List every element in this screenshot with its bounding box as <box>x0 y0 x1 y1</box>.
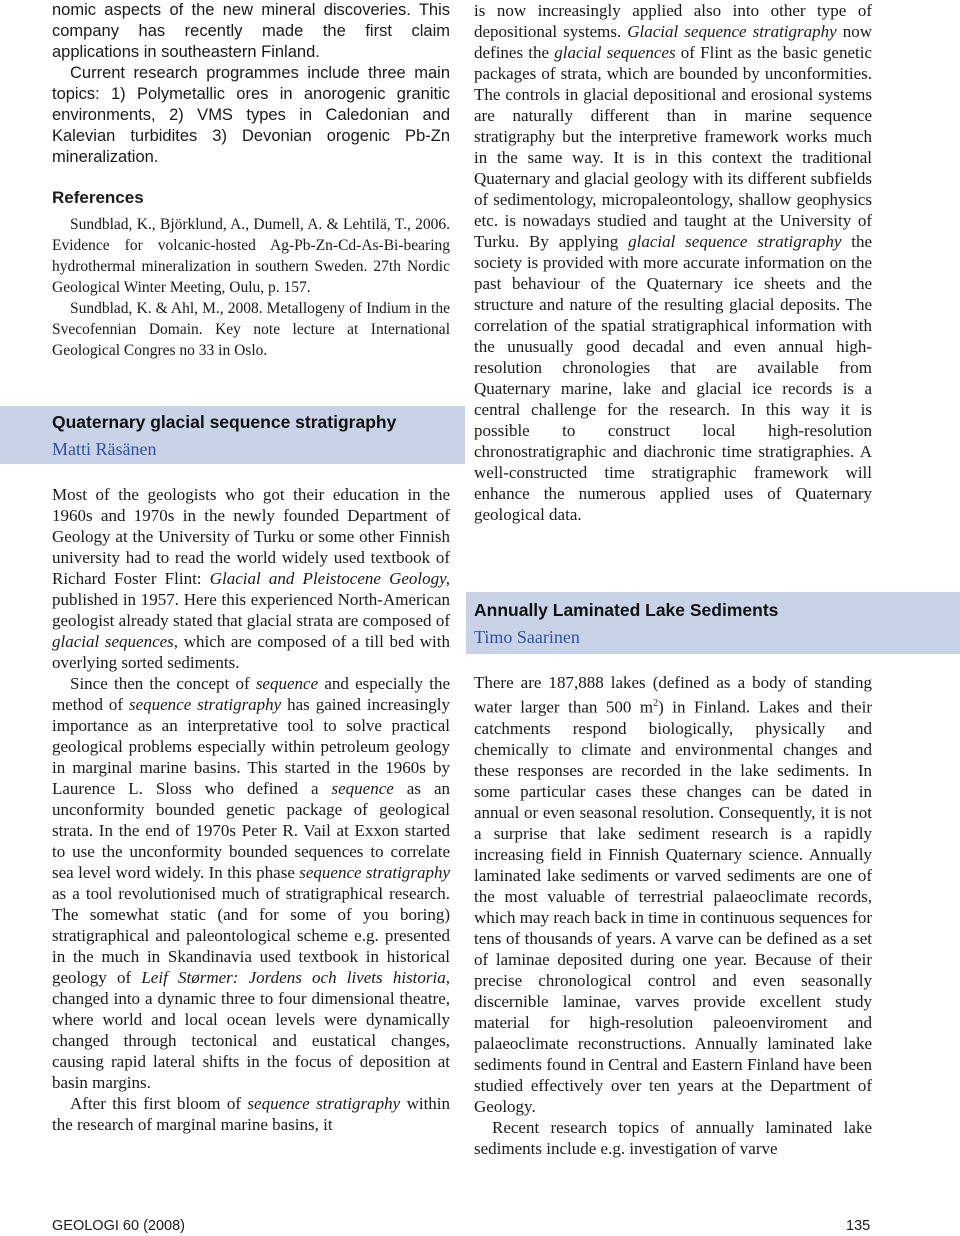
quaternary-header <box>52 412 452 460</box>
reference-item: Sundblad, K., Björklund, A., Dumell, A. & Lehtilä, T., 2006. Evidence for volcanic-hosted Ag-Pb-Zn-Cd-As-Bi-bearing hydrothermal mineralization in southern Sweden. 27th Nordic Geological Winter Meeting, Oulu, p. 157. <box>52 216 450 296</box>
reference-item: Sundblad, K. & Ahl, M., 2008. Metallogeny of Indium in the Svecofennian Domain. Key note lecture at International Geological Congres no 33 in Oslo. <box>52 300 450 359</box>
laminated-body <box>474 672 872 1159</box>
page-number: 135 <box>846 1218 871 1234</box>
references-list <box>52 214 450 361</box>
laminated-header <box>474 600 874 648</box>
quaternary-body <box>52 484 450 1135</box>
section-author: Timo Saarinen <box>474 627 580 647</box>
body-paragraph: Since then the concept of sequence and especially the method of sequence stratigraphy has gained increasingly importance as an interpretative tool to solve practical geological problems especially within petroleum geology in marginal marine basins. This started in the 1960s by Laurence L. Sloss who defined a sequence as an unconformity bounded genetic package of geological strata. In the end of 1970s Peter R. Vail at Exxon started to use the unconformity bounded sequences to correlate sea level word widely. In this phase sequence stratigraphy as a tool revolutionised much of stratigraphical research. The somewhat static (and for some of you boring) stratigraphical and paleontological scheme e.g. presented in the much in Skandinavia used textbook in historical geology of Leif Størmer: Jordens och livets historia, changed into a dynamic three to four dimensional theatre, where world and local ocean levels were dynamically changed through tectonical and eustatical changes, causing rapid lateral shifts in the focus of deposition at basin margins. <box>52 674 451 1092</box>
body-paragraph: After this first bloom of sequence stratigraphy within the research of marginal marine basins, it <box>52 1094 451 1134</box>
section-title: Annually Laminated Lake Sediments <box>474 600 779 620</box>
body-paragraph: is now increasingly applied also into other type of depositional systems. Glacial sequence stratigraphy now defines the glacial sequences of Flint as the basic genetic packages of strata, which are bounded by unconformities. The controls in glacial depositional and erosional systems are naturally different than in marine sequence stratigraphy but the interpretive framework works much in the same way. It is in this context the traditional Quaternary and glacial geology with its different subfields of sedimentology, micropaleontology, shallow geophysics etc. is nowadays studied and taught at the University of Turku. By applying glacial sequence stratigraphy the society is provided with more accurate information on the past behaviour of the Quaternary ice sheets and the structure and nature of the resulting glacial deposits. The correlation of the spatial stratigraphical information with the unusually good decadal and even annual high-resolution chronologies that are available from Quaternary marine, lake and glacial ice records is a central challenge for the research. In this way it is possible to construct local high-resolution chronostratigraphic and diachronic time stratigraphies. A well-constructed time stratigraphic framework will enhance the numerous applied uses of Quaternary geological data. <box>474 1 872 524</box>
body-paragraph: Recent research topics of annually laminated lake sediments include e.g. investigation of varve <box>474 1117 872 1158</box>
section-title: Quaternary glacial sequence stratigraphy <box>52 412 397 432</box>
intro-block <box>52 0 450 168</box>
references-heading: References <box>52 188 144 207</box>
journal-footer: GEOLOGI 60 (2008) <box>52 1218 185 1234</box>
intro-paragraph-1: nomic aspects of the new mineral discoveries. This company has recently made the first claim applications in southeastern Finland. <box>52 1 450 61</box>
left-column <box>52 0 450 361</box>
body-paragraph: There are 187,888 lakes (defined as a body of standing water larger than 500 $m^2$) in Finland. Lakes and their catchments respond biologically, physically and chemically to climate and environmental changes and these responses are recorded in the lake sediments. In some particular cases these changes can be dated in annual or even seasonal resolution. Consequently, it is not a surprise that lake sediment research is a rapidly increasing field in Finnish Quaternary science. Annually laminated lake sediments or varved sediments are one of the most valuable of terrestrial palaeoclimate records, which may reach back in time in continuous sequences for tens of thousands of years. A varve can be defined as a set of laminae deposited during one year. Because of their precise chronological control and even seasonally discernible laminae, varves provide excellent study material for high-resolution paleoenviroment and palaeoclimate reconstructions. Annually laminated lake sediments found in Central and Eastern Finland have been studied effectively over ten years at the Department of Geology. <box>474 673 872 1116</box>
section-author: Matti Räsänen <box>52 439 157 459</box>
intro-paragraph-2: Current research programmes include three main topics: 1) Polymetallic ores in anorogenic granitic environments, 2) VMS types in Caledonian and Kalevian turbidites 3) Devonian orogenic Pb-Zn mineralization. <box>52 64 450 166</box>
body-paragraph: Most of the geologists who got their education in the 1960s and 1970s in the newly founded Department of Geology at the University of Turku or some other Finnish university had to read the world widely used textbook of Richard Foster Flint: Glacial and Pleistocene Geology, published in 1957. Here this experienced North-American geologist already stated that glacial strata are composed of glacial sequences, which are composed of a till bed with overlying sorted sediments. <box>52 485 450 672</box>
right-column <box>474 0 872 525</box>
